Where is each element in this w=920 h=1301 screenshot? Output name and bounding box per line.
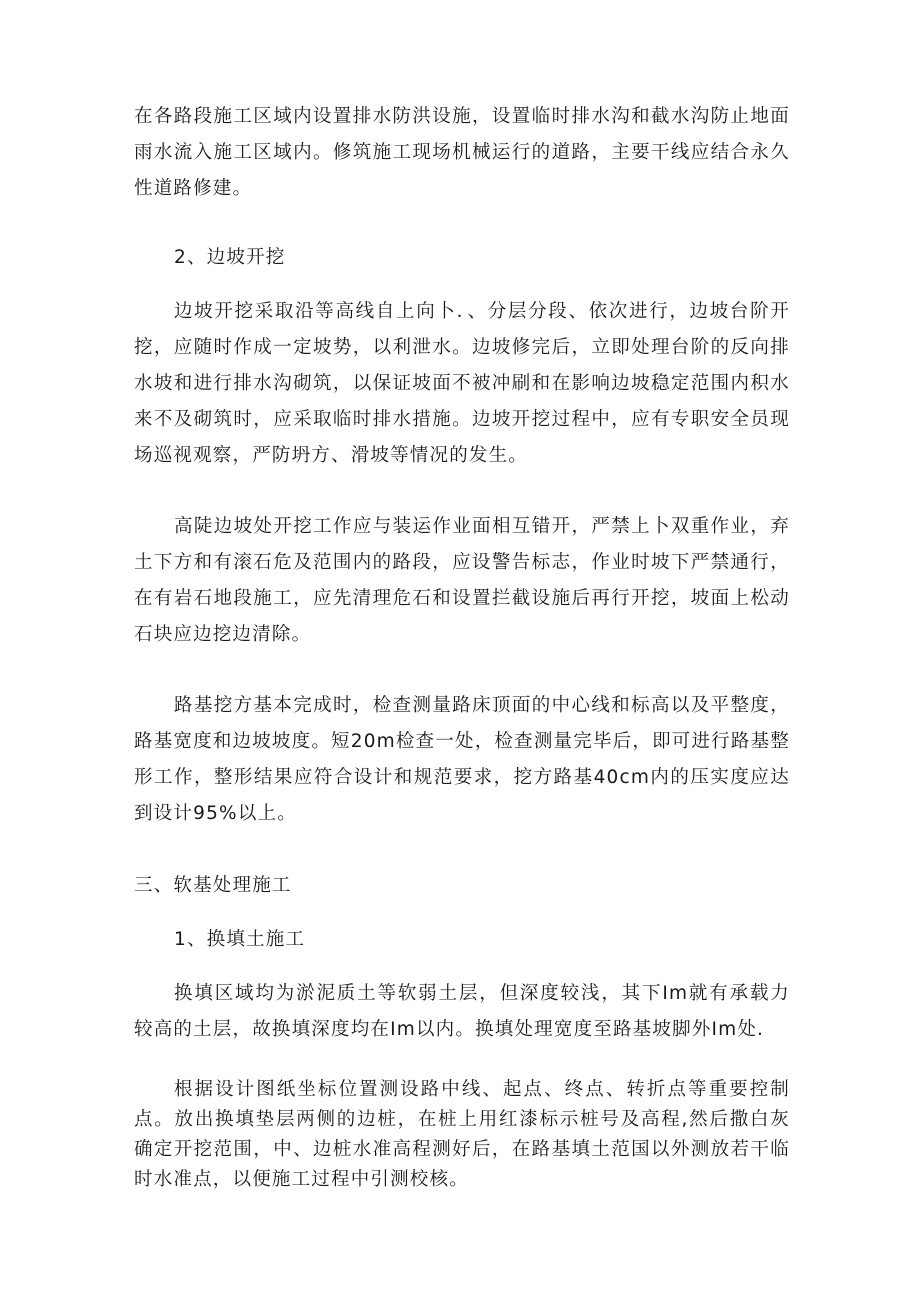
section-heading-replacement-fill: 1、换填土施工 (174, 929, 306, 950)
paragraph-slope-excavation: 边坡开挖采取沿等高线自上向卜．、分层分段、依次进行，边坡台阶开挖，应随时作成一定坡势，以利泄水。边坡修完后，立即处理台阶的反向排水坡和进行排水沟砌筑，以保证坡面不被冲刷和在影响边坡稳定范围内积水来不及砌筑时，应采取临时排水措施。边坡开挖过程中，应有专职安全员现场巡视观察，严防坍方、滑坡等情况的发生。 (134, 301, 790, 466)
paragraph-survey-layout: 根据设计图纸坐标位置测设路中线、起点、终点、转折点等重要控制点。放出换填垫层两侧的边桩，在桩上用红漆标示桩号及高程,然后撒白灰确定开挖范围，中、边桩水准高程测好后，在路基填土范国以外测放若干临时水准点，以便施工过程中引测校核。 (134, 1079, 790, 1190)
paragraph-replacement-area: 换填区域均为淤泥质土等软弱土层，但深度较浅，其下Im就有承载力较高的土层，故换填深度均在Im以内。换填处理宽度至路基坡脚外Im处. (134, 983, 790, 1040)
paragraph-roadbed-inspection: 路基挖方基本完成时，检查测量路床顶面的中心线和标高以及平整度，路基宽度和边坡坡度。短20m检查一处，检查测量完毕后，即可进行路基整形工作，整形结果应符合设计和规范要求，挖方路基40cm内的压实度应达到设计95%以上。 (134, 695, 790, 824)
section-heading-soft-foundation: 三、软基处理施工 (134, 875, 292, 896)
paragraph-drainage: 在各路段施工区域内设置排水防洪设施，设置临时排水沟和截水沟防止地面雨水流入施工区域内。修筑施工现场机械运行的道路，主要干线应结合永久性道路修建。 (134, 106, 790, 199)
paragraph-high-slope: 高陡边坡处开挖工作应与装运作业面相互错开，严禁上卜双重作业，弃土下方和有滚石危及范围内的路段，应设警告标志，作业时坡下严禁通行，在有岩石地段施工，应先清理危石和设置拦截设施后再行开挖，坡面上松动石块应边挖边清除。 (134, 516, 790, 645)
section-heading-slope-excavation: 2、边坡开挖 (174, 247, 286, 268)
